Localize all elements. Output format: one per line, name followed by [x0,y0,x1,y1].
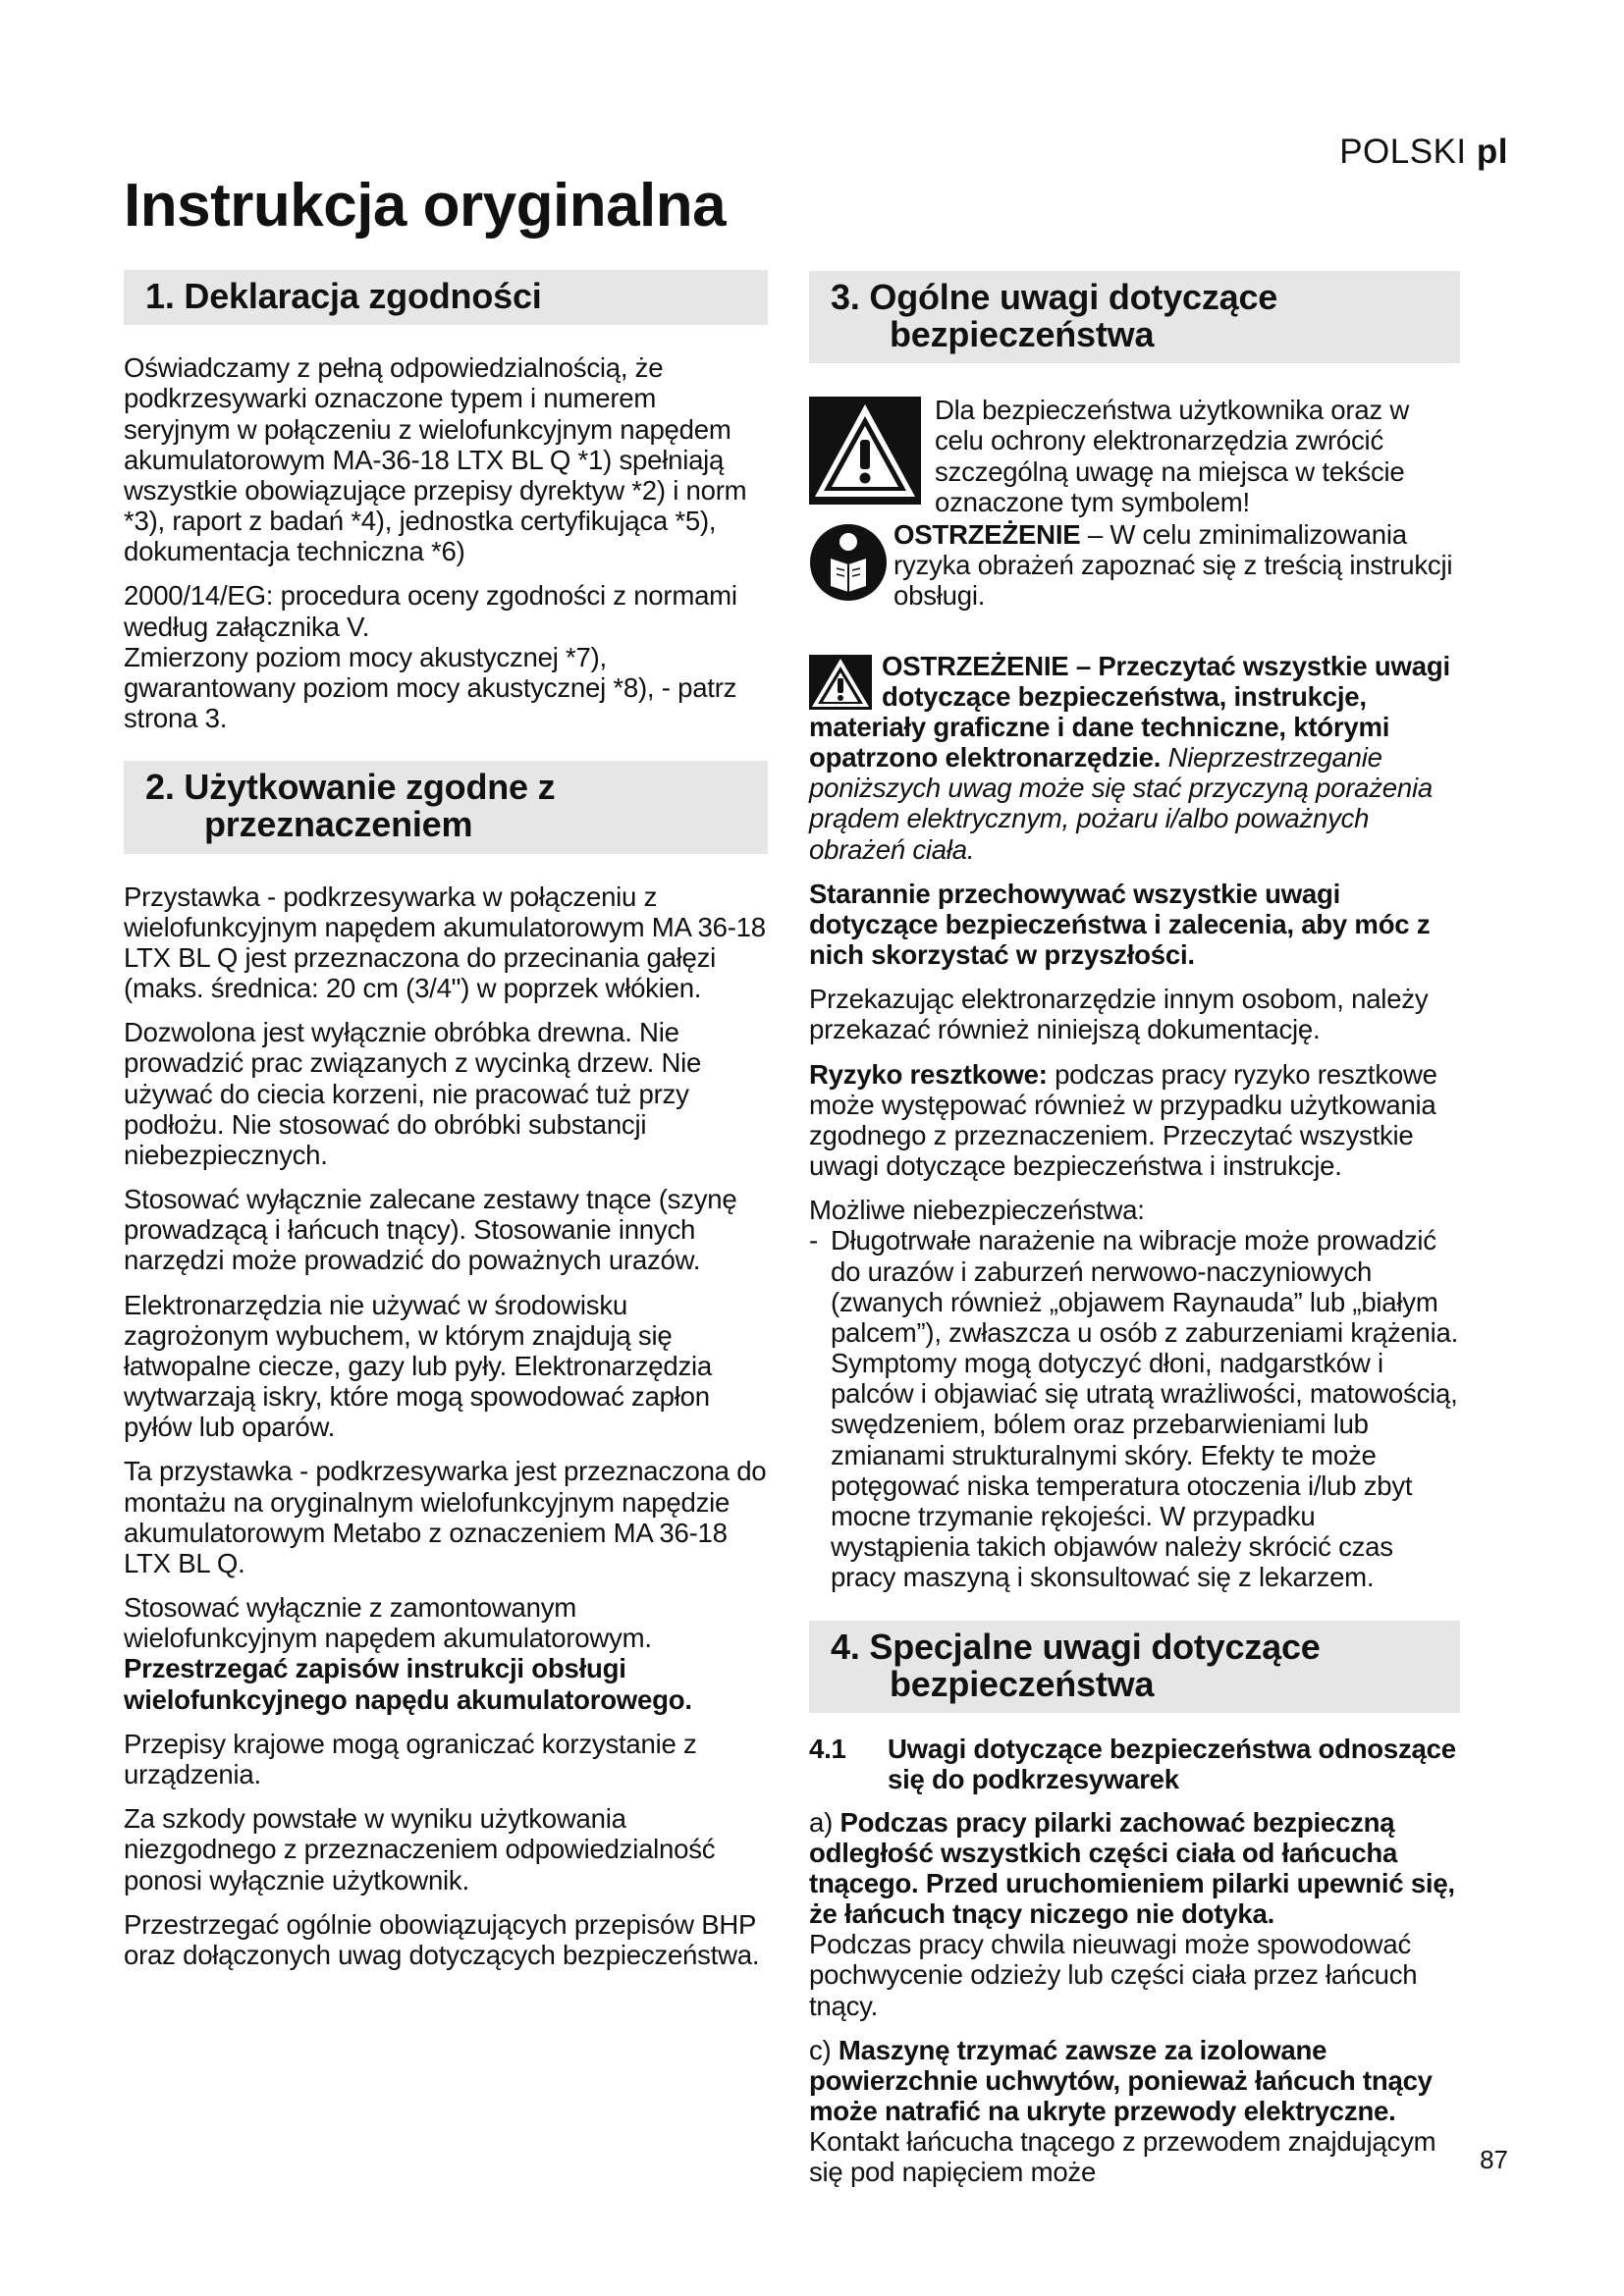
section-3-heading-line2: bezpieczeństwa [890,314,1155,355]
sec2-paragraph: Przepisy krajowe mogą ograniczać korzystanie z urządzenia. [124,1728,697,1789]
sec2-paragraph: Przestrzegać ogólnie obowiązujących przepisów BHP oraz dołączonych uwag dotyczących bezpieczeństwa. [124,1908,760,1970]
right-column [809,271,1460,2202]
left-column [124,270,768,1984]
read-manual-warning-label: OSTRZEŻENIE [893,519,1081,550]
subsection-title: Uwagi dotyczące bezpieczeństwa odnoszące się do podkrzesywarek [888,1733,1456,1794]
sec2-p6-text: Stosować wyłącznie z zamontowanym wielofunkcyjnym napędem akumulatorowym. [124,1592,652,1654]
read-manual-warning-text: – W celu zminimalizowania ryzyka obrażeń zapoznać się z treścią instrukcji obsługi. [893,519,1453,612]
sec2-paragraph: Stosować wyłącznie zalecane zestawy tnące (szynę prowadzącą i łańcuch tnący). Stosowanie innych narzędzi może prowadzić do poważnych urazów. [124,1184,737,1276]
warning-triangle-icon [809,397,921,505]
section-4-heading [809,1621,1460,1713]
rule-c-bold: Maszynę trzymać zawsze za izolowane powierzchnie uchwytów, ponieważ łańcuch tnący może natrafić na ukryte przewody elektryczne. [809,2034,1433,2127]
section-3-heading-line1: 3. Ogólne uwagi dotyczące [831,277,1278,317]
list-dash: - [809,1225,818,1256]
rule-c-text: Kontakt łańcucha tnącego z przewodem znajdującym się pod napięciem może [809,2126,1436,2188]
rule-a [809,1807,1460,1930]
language-name: POLSKI [1339,133,1467,171]
section-1-heading [124,270,768,325]
sec2-paragraph: Przystawka - podkrzesywarka w połączeniu z wielofunkcyjnym napędem akumulatorowym MA 36-18 LTX BL Q jest przeznaczona do przecinania gałęzi (maks. średnica: 20 cm (3/4") w poprzek włókien. [124,881,766,1004]
rule-a-explanation: Podczas pracy chwila nieuwagi może spowodować pochwycenie odzieży lub części ciała przez łańcuch tnący. [809,1929,1418,2021]
rule-c [809,2035,1460,2188]
general-warning [809,651,1460,865]
read-manual-note [809,519,1460,612]
sec2-paragraph: Ta przystawka - podkrzesywarka jest przeznaczona do montażu na oryginalnym wielofunkcyjnym napędzie akumulatorowym Metabo z oznaczeniem MA 36-18 LTX BL Q. [124,1456,767,1578]
residual-risk-text: podczas pracy ryzyko resztkowe może występować również w przypadku użytkowania zgodnego z przeznaczeniem. Przeczytać wszystkie uwagi dotyczące bezpieczeństwa i instrukcje. [809,1058,1437,1182]
section-2-heading [124,761,768,853]
rule-a-bold: Podczas pracy pilarki zachować bezpieczną odległość wszystkich części ciała od łańcucha tnącego. Przed uruchomieniem pilarki upewnić się, że łańcuch tnący niczego nie dotyka. [809,1806,1455,1930]
subsection-number: 4.1 [809,1733,846,1764]
hazards-list [809,1225,1460,1592]
general-warning-italic: Nieprzestrzeganie poniższych uwag może się stać przyczyną porażenia prądem elektrycznym, pożaru i/albo poważnych obrażeń ciała. [809,742,1433,865]
sec2-paragraph: Za szkody powstałe w wyniku użytkowania niezgodnego z przeznaczeniem odpowiedzialność ponosi wyłącznie użytkownik. [124,1803,716,1896]
subsection-4-1-heading [809,1735,1460,1795]
rule-c-prefix: c) [809,2034,839,2065]
page-number: 87 [1480,2145,1508,2174]
sec2-p6-bold: Przestrzegać zapisów instrukcji obsługi wielofunkcyjnego napędu akumulatorowego. [124,1653,692,1715]
warning-triangle-small-icon [809,655,872,710]
sec1-paragraph: Zmierzony poziom mocy akustycznej *7), gwarantowany poziom mocy akustycznej *8), - patrz strona 3. [124,641,737,734]
page-title: Instrukcja oryginalna [124,172,727,240]
sec1-paragraph: Oświadczamy z pełną odpowiedzialnością, że podkrzesywarki oznaczone typem i numerem seryjnym w połączeniu z wielofunkcyjnym napędem akumulatorowym MA-36-18 LTX BL Q *1) spełniają wszystkie obowiązujące przepisy dyrektyw *2) i norm *3), raport z badań *4), jednostka certyfikująca *5), dokumentacja techniczna *6) [124,352,747,567]
section-2-heading-line2: przeznaczeniem [204,804,473,845]
residual-risk [809,1059,1460,1182]
section-1-heading-text: 1. Deklaracja zgodności [145,276,542,316]
safety-symbol-note [809,391,1460,517]
safety-symbol-text: Dla bezpieczeństwa użytkownika oraz w celu ochrony elektronarzędzia zwrócić szczególną uwagę na miejsca w tekście oznaczone tym symbolem! [935,395,1410,517]
keep-instructions: Starannie przechowywać wszystkie uwagi dotyczące bezpieczeństwa i zalecenia, aby móc z nich skorzystać w przyszłości. [809,878,1431,971]
read-manual-text [893,519,1460,612]
language-code: pl [1476,133,1508,171]
pass-on-note: Przekazując elektronarzędzie innym osobom, należy przekazać również niniejszą dokumentację. [809,984,1429,1045]
sec2-paragraph [124,1592,768,1715]
sec1-paragraph: 2000/14/EG: procedura oceny zgodności z normami według załącznika V. [124,580,737,642]
sec2-paragraph: Dozwolona jest wyłącznie obróbka drewna. Nie prowadzić prac związanych z wycinką drzew. Nie używać do ciecia korzeni, nie pracować tuż przy podłożu. Nie stosować do obróbki substancji niebezpiecznych. [124,1017,702,1170]
read-manual-icon [809,523,888,602]
section-2-heading-line1: 2. Użytkowanie zgodne z [145,767,556,808]
language-label [1339,133,1508,172]
hazard-text: Długotrwałe narażenie na wibracje może prowadzić do urazów i zaburzeń nerwowo-naczyniowych (zwanych również „objawem Raynauda” lub „białym palcem”), zwłaszcza u osób z zaburzeniami krążenia. Symptomy mogą dotyczyć dłoni, nadgarstków i palców i objawiać się utratą wrażliwości, matowością, swędzeniem, bólem oraz przebarwieniami lub zmianami strukturalnymi skóry. Efekty te może potęgować niska temperatura otoczenia i/lub zbyt mocne trzymanie rękojeści. W przypadku wystąpienia takich objawów należy skrócić czas pracy maszyną i skonsultować się z lekarzem. [831,1225,1459,1593]
rule-a-prefix: a) [809,1806,840,1838]
general-warning-bold: OSTRZEŻENIE – Przeczytać wszystkie uwagi dotyczące bezpieczeństwa, instrukcje, materiały graficzne i dane techniczne, którymi opatrzono elektronarzędzie. [809,650,1450,774]
list-item [809,1225,1460,1592]
hazards-intro: Możliwe niebezpieczeństwa: [809,1195,1145,1226]
section-4-heading-line2: bezpieczeństwa [890,1663,1155,1704]
residual-risk-label: Ryzyko resztkowe: [809,1058,1048,1090]
section-4-heading-line1: 4. Specjalne uwagi dotyczące [831,1626,1321,1667]
sec2-paragraph: Elektronarzędzia nie używać w środowisku zagrożonym wybuchem, w którym znajdują się łatwopalne ciecze, gazy lub pyły. Elektronarzędzia wytwarzają iskry, które mogą spowodować zapłon pyłów lub oparów. [124,1289,712,1443]
section-3-heading [809,271,1460,363]
